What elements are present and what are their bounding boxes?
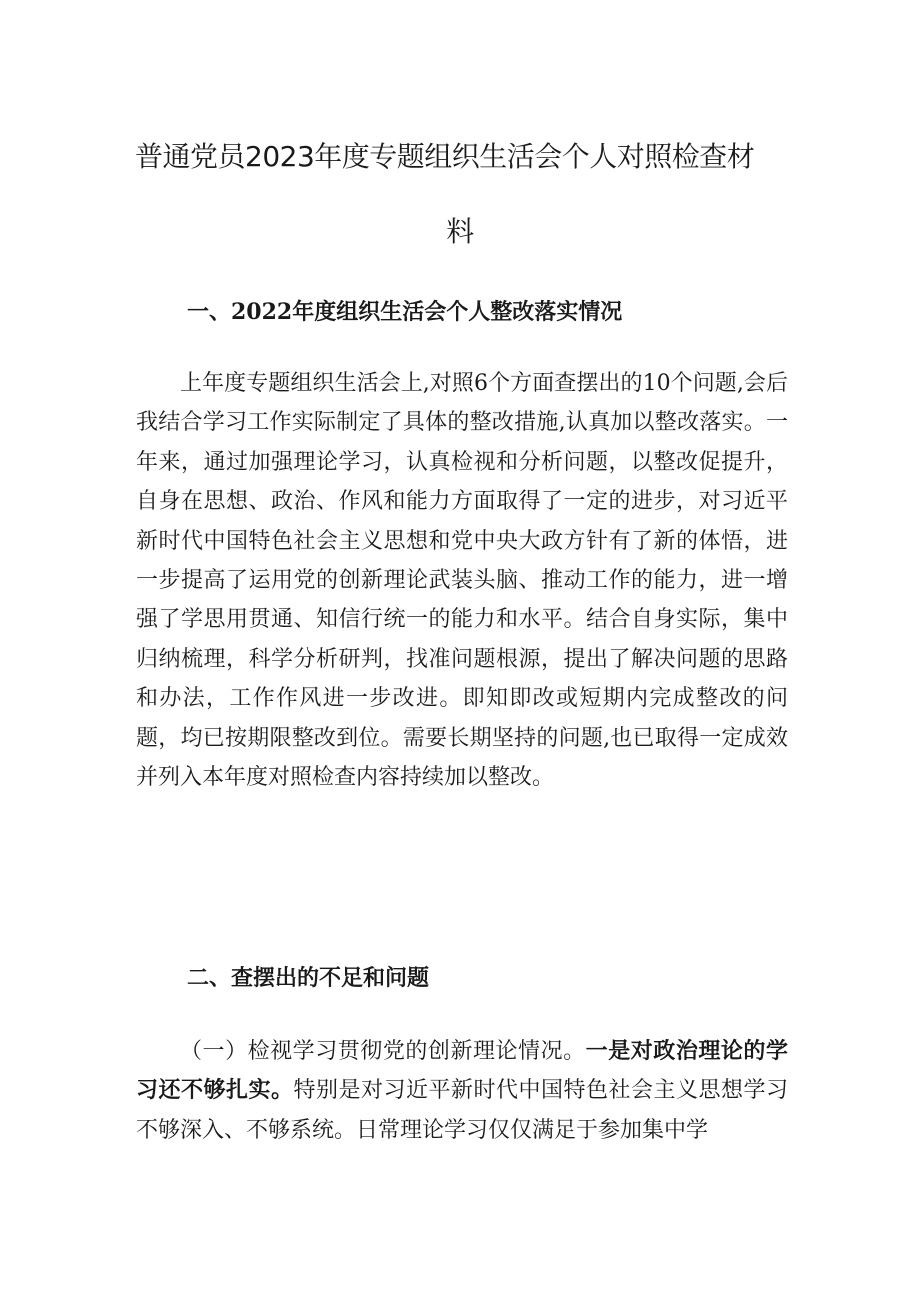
document-title: 普通党员2023年度专题组织生活会个人对照检查材	[135, 140, 755, 173]
section-heading-2: 二、查摆出的不足和问题	[187, 965, 430, 991]
section-1-paragraph: 上年度专题组织生活会上,对照6个方面查摆出的10个问题,会后我结合学习工作实际制定了具体的整改措施,认真加以整改落实。一年来，通过加强理论学习，认真检视和分析问题，以整改促提升，自身在思想、政治、作风和能力方面取得了一定的进步，对习近平新时代中国特色社会主义思想和党中央大政方针有了新的体悟，进一步提高了运用党的创新理论武装头脑、推动工作的能力，进一增强了学思用贯通、知信行统一的能力和水平。结合自身实际，集中归纳梳理，科学分析研判，找准问题根源，提出了解决问题的思路和办法，工作作风进一步改进。即知即改或短期内完成整改的问题，均已按期限整改到位。需要长期坚持的问题,也已取得一定成效并列入本年度对照检查内容持续加以整改。	[136, 371, 788, 791]
paragraph-bold-point: 一是对政治理论的学习还不够扎实。	[136, 1038, 788, 1104]
section-heading-1: 一、2022年度组织生活会个人整改落实情况	[187, 299, 623, 325]
paragraph-lead: （一）检视学习贯彻党的创新理论情况。	[180, 1039, 586, 1064]
section-2-paragraph	[136, 1032, 788, 1150]
document-title-continued: 料	[446, 215, 474, 248]
paragraph-rest: 特别是对习近平新时代中国特色社会主义思想学习不够深入、不够系统。日常理论学习仅仅满足于参加集中学	[136, 1078, 788, 1143]
